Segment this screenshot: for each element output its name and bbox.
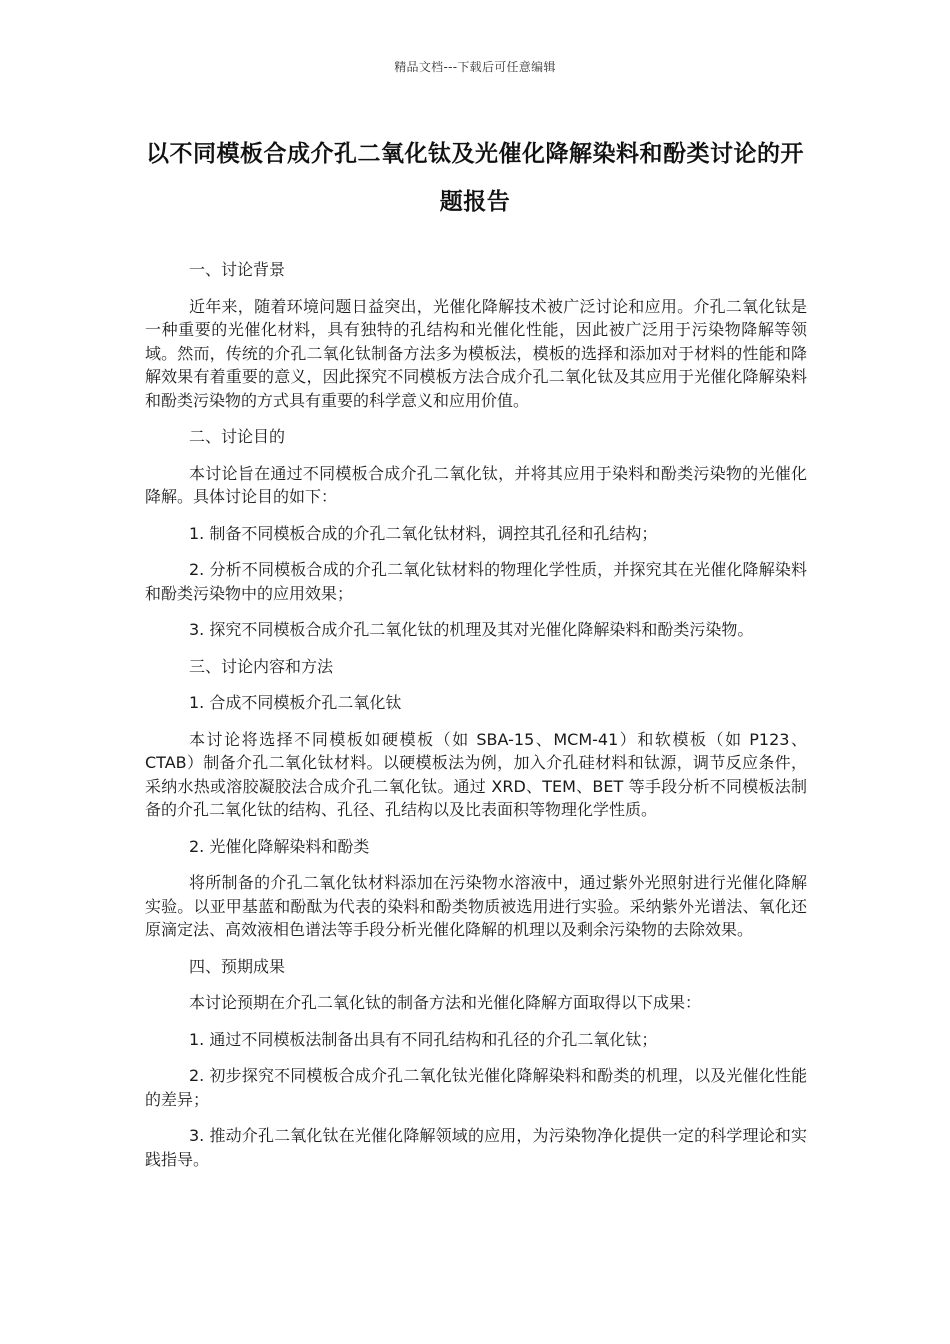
list-item-purpose-1: 1. 制备不同模板合成的介孔二氧化钛材料，调控其孔径和孔结构； [189, 523, 658, 543]
list-item-expected-3: 3. 推动介孔二氧化钛在光催化降解领域的应用，为污染物净化提供一定的科学理论和实践指导。 [145, 1126, 807, 1169]
paragraph-expected-intro: 本讨论预期在介孔二氧化钛的制备方法和光催化降解方面取得以下成果： [189, 993, 702, 1012]
header-note: 精品文档---下载后可任意编辑 [394, 60, 556, 74]
section-heading-content-methods: 三、讨论内容和方法 [189, 656, 334, 676]
section-heading-expected-results: 四、预期成果 [189, 956, 286, 976]
list-item-purpose-3: 3. 探究不同模板合成介孔二氧化钛的机理及其对光催化降解染料和酚类污染物。 [189, 620, 754, 639]
section-heading-background: 一、讨论背景 [189, 260, 286, 279]
document-title: 以不同模板合成介孔二氧化钛及光催化降解染料和酚类讨论的开题报告 [146, 141, 804, 215]
document-body [145, 258, 807, 1184]
subheading-synthesis: 1. 合成不同模板介孔二氧化钛 [189, 693, 402, 712]
paragraph-background: 近年来，随着环境问题日益突出，光催化降解技术被广泛讨论和应用。介孔二氧化钛是一种重要的光催化材料，具有独特的孔结构和光催化性能，因此被广泛用于污染物降解等领域。然而，传统的介孔二氧化钛制备方法多为模板法，模板的选择和添加对于材料的性能和降解效果有着重要的意义，因此探究不同模板方法合成介孔二氧化钛及其应用于光催化降解染料和酚类污染物的方式具有重要的科学意义和应用价值。 [145, 296, 807, 410]
list-item-expected-1: 1. 通过不同模板法制备出具有不同孔结构和孔径的介孔二氧化钛； [189, 1029, 658, 1049]
list-item-purpose-2: 2. 分析不同模板合成的介孔二氧化钛材料的物理化学性质，并探究其在光催化降解染料和酚类污染物中的应用效果； [145, 560, 807, 603]
section-heading-purpose: 二、讨论目的 [189, 427, 286, 446]
paragraph-photocatalysis: 将所制备的介孔二氧化钛材料添加在污染物水溶液中，通过紫外光照射进行光催化降解实验。以亚甲基蓝和酚酞为代表的染料和酚类物质被选用进行实验。采纳紫外光谱法、氧化还原滴定法、高效液相色谱法等手段分析光催化降解的机理以及剩余污染物的去除效果。 [145, 873, 807, 939]
paragraph-purpose-intro: 本讨论旨在通过不同模板合成介孔二氧化钛，并将其应用于染料和酚类污染物的光催化降解。具体讨论目的如下： [145, 463, 807, 506]
list-item-expected-2: 2. 初步探究不同模板合成介孔二氧化钛光催化降解染料和酚类的机理，以及光催化性能的差异； [145, 1066, 807, 1109]
paragraph-synthesis: 本讨论将选择不同模板如硬模板（如 SBA-15、MCM-41）和软模板（如 P123、CTAB）制备介孔二氧化钛材料。以硬模板法为例，加入介孔硅材料和钛源，调节反应条件，采纳水热或溶胶凝胶法合成介孔二氧化钛。通过 XRD、TEM、BET 等手段分析不同模板法制备的介孔二氧化钛的结构、孔径、孔结构以及比表面积等物理化学性质。 [145, 729, 807, 819]
subheading-photocatalysis: 2. 光催化降解染料和酚类 [189, 836, 370, 856]
